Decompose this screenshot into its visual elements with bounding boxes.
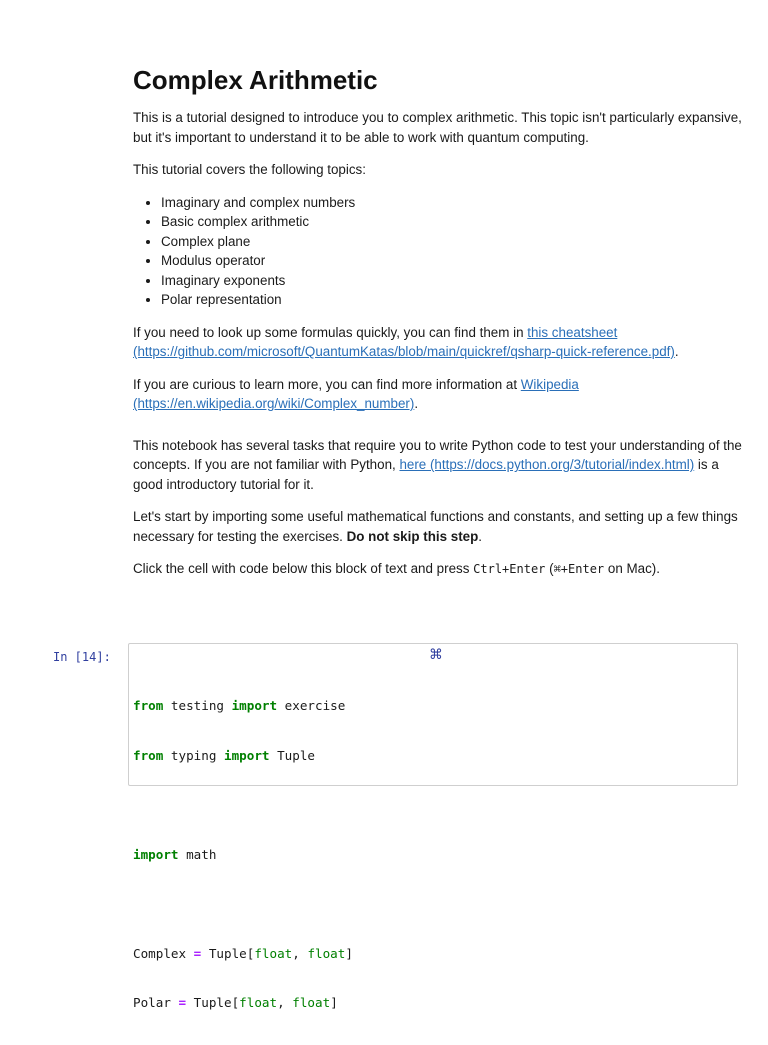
python-end: is a good introductory tutorial for it. [133,457,719,492]
start-bold: Do not skip this step [346,528,479,544]
topics-intro: This tutorial covers the following topics: [133,162,366,177]
list-item: • Complex plane [161,232,743,252]
code-line: import math [133,846,217,862]
page-title: Complex Arithmetic [133,65,378,95]
click-text: Click the cell with code below this block of text and press [133,561,474,576]
wikipedia-paragraph [133,375,743,414]
code-line: Complex = Tuple[float, float] [133,945,353,961]
list-item: • Polar representation [161,290,743,310]
cell-prompt: In [14]: [53,650,111,664]
command-icon: ⌘ [429,647,443,663]
list-item: • Basic complex arithmetic [161,212,743,232]
wikipedia-text: If you are curious to learn more, you can find more information at [133,376,521,392]
python-text: This notebook has several tasks that require you to write Python code to test your understanding of the concepts. If you are not familiar with Python, [133,437,742,472]
python-tutorial-link[interactable]: here (https://docs.python.org/3/tutorial/index.html) [399,457,695,472]
code-cell[interactable] [128,643,738,1010]
code-blank-line [133,797,353,814]
code-line: from testing import exercise [133,698,346,713]
list-item: • Imaginary exponents [161,271,743,291]
code-blank-line [133,896,353,913]
python-paragraph [133,436,743,495]
code-editor[interactable] [133,665,353,1045]
cheatsheet-link[interactable]: this cheatsheet (https://github.com/microsoft/QuantumKatas/blob/main/quickref/qsharp-quick-reference.pdf) [133,324,675,359]
cheatsheet-text: If you need to look up some formulas quickly, you can find them in [133,324,528,340]
click-middle: ( [545,561,554,576]
code-line: Polar = Tuple[float, float] [133,995,338,1010]
topics-list [133,193,743,310]
cmd-enter-key: ⌘+Enter [553,562,605,576]
cheatsheet-paragraph [133,323,743,362]
list-item: • Imaginary and complex numbers [161,193,743,213]
click-end: on Mac). [604,561,660,576]
ctrl-enter-key: Ctrl+Enter [473,562,546,576]
intro-paragraph: This is a tutorial designed to introduce you to complex arithmetic. This topic isn't particularly expansive, but it's important to understand it to be able to work with quantum computing. [133,110,742,145]
wikipedia-link[interactable]: Wikipedia (https://en.wikipedia.org/wiki/Complex_number) [133,376,579,411]
wikipedia-end: . [414,396,419,411]
start-paragraph [133,507,743,546]
list-item: • Modulus operator [161,251,743,271]
click-paragraph [133,559,743,580]
code-line: from typing import Tuple [133,747,316,763]
start-end: . [478,528,483,544]
start-text: Let's start by importing some useful mathematical functions and constants, and setting up a few things necessary for testing the exercises. [133,509,738,544]
markdown-cell [133,62,743,593]
cheatsheet-end: . [674,344,679,359]
